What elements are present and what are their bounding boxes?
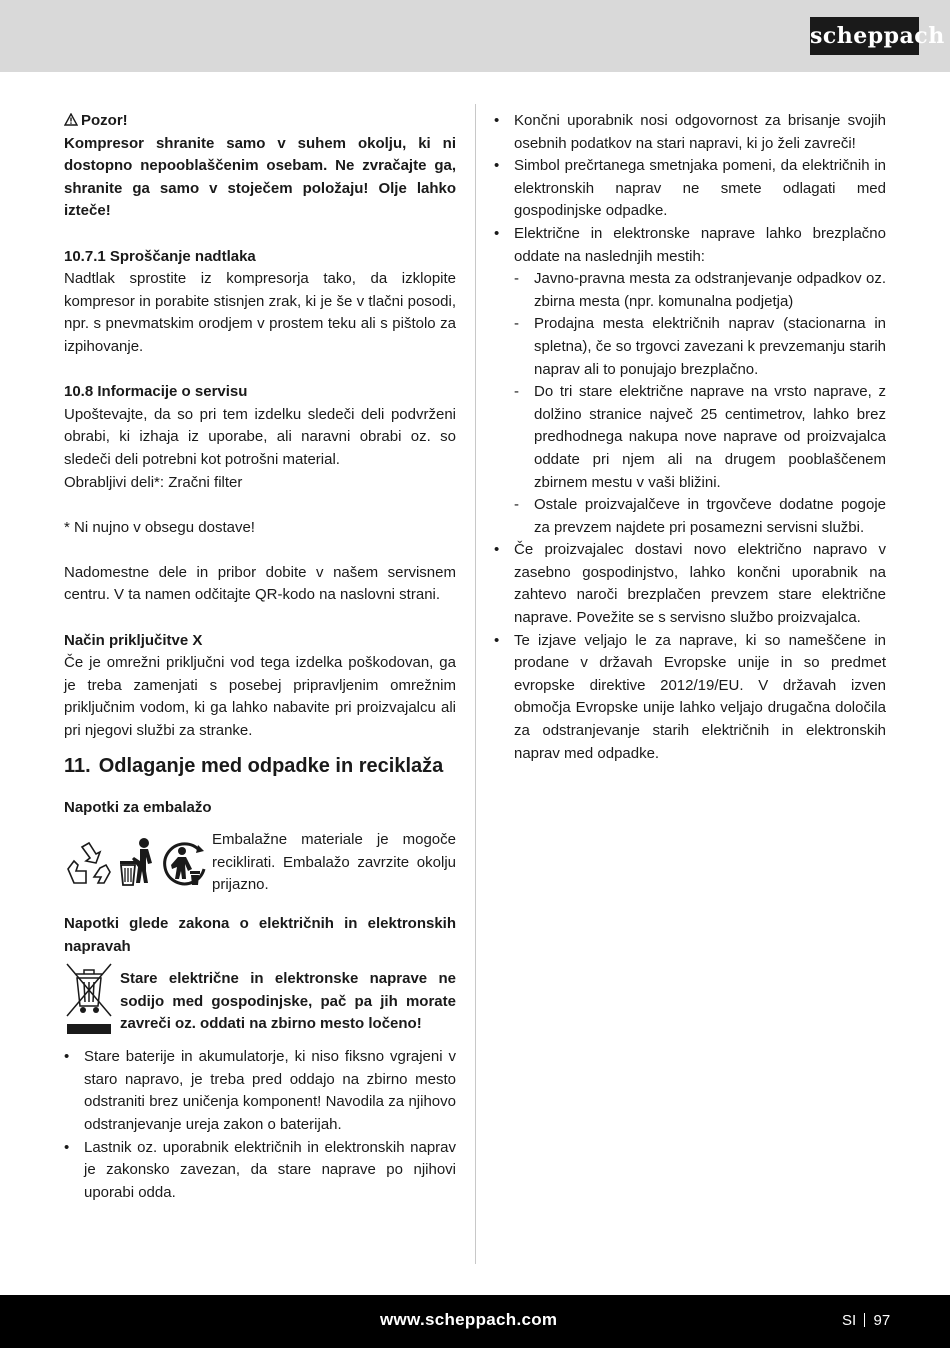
- recycle-icon: [64, 839, 114, 889]
- website-link[interactable]: www.scheppach.com: [380, 1310, 558, 1329]
- recycling-person-icon: [160, 839, 210, 889]
- packaging-text: Embalažne materiale je mogoče reciklirati. Embalažo zavrzite okolju prijazno.: [212, 831, 456, 894]
- header-bar: [0, 0, 950, 72]
- warning-heading: Pozor!: [64, 110, 456, 133]
- list-item: - Prodajna mesta električnih naprav (stacionarna in spletna), če so trgovci zavezani k prevzemanju starih naprav ali to ponujajo brezplačno.: [514, 313, 886, 381]
- list-item: • Stare baterije in akumulatorje, ki niso fiksno vgrajeni v staro napravo, je treba pred oddajo na zbirno mesto odstraniti brez uničenja komponent! Navodila za njihovo odstranjevanje ureja zakon o baterijah.: [64, 1046, 456, 1136]
- weee-text: Stare električne in elektronske naprave ne sodijo med gospodinjske, pač pa jih morate zavreči oz. oddati na zbirno mesto ločeno!: [120, 970, 456, 1033]
- section-10-7-1-title: 10.7.1 Sproščanje nadtlaka: [64, 247, 256, 265]
- weee-icon-wrapper: [64, 960, 120, 1046]
- column-divider: [475, 104, 476, 1264]
- chapter-11-heading: 11. Odlaganje med odpadke in reciklaža: [64, 754, 444, 777]
- section-10-8-text: Upoštevajte, da so pri tem izdelku sledeči deli podvrženi obrabi, ki izhaja iz uporabe, ali naravni obrabi oz. so sledeči deli potrebni kot potrošni material.: [64, 405, 456, 468]
- list-item: • Če proizvajalec dostavi novo električno napravo v zasebno gospodinjstvo, lahko končni uporabnik na zahtevo naroči brezplačen prevzem stare električne naprave. Povežite se s servisno službo proizvajalca.: [494, 539, 886, 629]
- warning-text: Kompresor shranite samo v suhem okolju, ki ni dostopno nepooblaščenim osebam. Ne zvračajte ga, shranite ga samo v stoječem položaju! Olje lahko izteče!: [64, 134, 456, 220]
- footnote: * Ni nujno v obsegu dostave!: [64, 518, 255, 536]
- warning-triangle-icon: [64, 113, 78, 126]
- packaging-title: Napotki za embalažo: [64, 798, 212, 816]
- weee-block: [64, 960, 456, 1046]
- connection-title: Način priključitve X: [64, 631, 203, 649]
- list-item: • Lastnik oz. uporabnik električnih in elektronskih naprav je zakonsko zavezan, da stare naprave po njihovi uporabi odda.: [64, 1137, 456, 1205]
- collection-points-intro: Električne in elektronske naprave lahko brezplačno oddate na naslednjih mestih:: [514, 224, 886, 265]
- weee-bullets: [64, 1046, 456, 1204]
- list-item: - Ostale proizvajalčeve in trgovčeve dodatne pogoje za prevzem najdete pri posamezni servisni službi.: [514, 494, 886, 539]
- weee-title: Napotki glede zakona o električnih in elektronskih napravah: [64, 915, 456, 955]
- list-item: [494, 223, 886, 539]
- footer-bar: [0, 1295, 950, 1348]
- collection-points-list: [514, 268, 886, 539]
- connection-text: Če je omrežni priključni vod tega izdelka poškodovan, ga je treba zamenjati s posebej pripravljenim omrežnim priključnim vodom, ki ga lahko nabavite pri proizvajalcu ali pri njegovi službi za stranke.: [64, 654, 456, 740]
- scheppach-logo: scheppach: [810, 17, 919, 55]
- tidyman-bin-icon: [118, 837, 158, 887]
- section-10-7-1-text: Nadtlak sprostite iz kompresorja tako, da izklopite kompresor in porabite stisnjen zrak, ki je še v tlačni posodi, npr. s pnevmatskim orodjem v prostem teku ali s pištolo za izpihovanje.: [64, 270, 456, 355]
- spare-parts-text: Nadomestne dele in pribor dobite v našem servisnem centru. V ta namen odčitajte QR-kodo na naslovni strani.: [64, 563, 456, 604]
- wear-parts: Obrabljivi deli*: Zračni filter: [64, 473, 243, 491]
- list-item: - Javno-pravna mesta za odstranjevanje odpadkov oz. zbirna mesta (npr. komunalna podjetja): [514, 268, 886, 313]
- left-column: [64, 110, 456, 1204]
- list-item: • Končni uporabnik nosi odgovornost za brisanje svojih osebnih podatkov na stari napravi, ki jo želi zavreči!: [494, 110, 886, 155]
- crossed-out-bin-icon: [64, 960, 114, 1040]
- packaging-icons: [64, 829, 212, 895]
- list-item: • Simbol prečrtanega smetnjaka pomeni, da električnih in elektronskih naprav ne smete odlagati med gospodinjske odpadke.: [494, 155, 886, 223]
- page-number: SI 97: [842, 1312, 891, 1329]
- list-item: • Te izjave veljajo le za naprave, ki so nameščene in prodane v državah Evropske unije in so predmet evropske direktive 2012/19/EU. V državah izven območja Evropske unije lahko veljajo drugačna določila za odstranjevanje starih električnih in elektronskih naprav med odpadke.: [494, 630, 886, 766]
- right-column: [494, 110, 886, 765]
- section-10-8-title: 10.8 Informacije o servisu: [64, 383, 248, 401]
- disposal-bullets: [494, 110, 886, 765]
- packaging-block: [64, 829, 456, 897]
- list-item: - Do tri stare električne naprave na vrsto naprave, z dolžino stranice največ 25 centimetrov, lahko brez predhodnega nakupa nove naprave od proizvajalca oddate pri njem ali na drugem pooblaščenem zbirnem mestu v vaši bližini.: [514, 381, 886, 494]
